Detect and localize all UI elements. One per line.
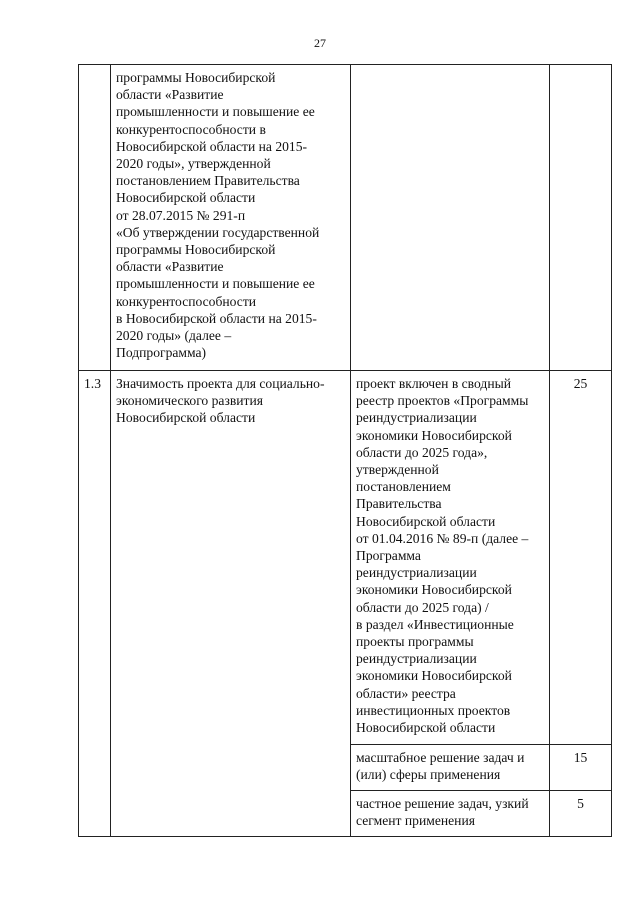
text-line: Новосибирской области — [116, 410, 256, 426]
text-line: промышленности и повышение ее — [116, 276, 315, 292]
criterion-condition-cell — [351, 791, 550, 837]
text-line: Подпрограмма) — [116, 345, 207, 361]
text-line: Правительства — [356, 496, 442, 512]
text-line: частное решение задач, узкий — [356, 796, 529, 811]
text-line: (или) сферы применения — [356, 767, 501, 783]
text-line: программы Новосибирской — [116, 242, 276, 258]
text-line: Новосибирской области — [356, 513, 496, 529]
text-line: конкурентоспособности в — [116, 121, 266, 137]
text-line: экономики Новосибирской — [356, 582, 512, 598]
text-line: реестр проектов «Программы — [356, 393, 529, 409]
text-line: Новосибирской области — [356, 720, 496, 736]
text-line: области» реестра — [356, 685, 456, 701]
score-cell: 5 — [550, 791, 612, 837]
table-row — [79, 65, 612, 371]
text-line: масштабное решение задач и — [356, 750, 525, 765]
text-line: проект включен в сводный — [356, 376, 512, 391]
table-row — [79, 371, 612, 745]
text-line: 2020 годы», утвержденной — [116, 156, 271, 172]
text-line: программы Новосибирской — [116, 70, 276, 85]
row-number-cell: 1.3 — [79, 371, 111, 837]
text-line: Значимость проекта для социально- — [116, 376, 325, 391]
text-line: Новосибирской области на 2015- — [116, 138, 308, 154]
text-line: промышленности и повышение ее — [116, 104, 315, 120]
text-line: постановлением Правительства — [116, 173, 300, 189]
text-line: проекты программы — [356, 634, 474, 650]
criterion-condition-cell — [351, 65, 550, 371]
criterion-name-cell — [111, 65, 351, 371]
text-line: области «Развитие — [116, 259, 224, 275]
text-line: от 01.04.2016 № 89-п (далее – — [356, 530, 529, 546]
criterion-condition-cell — [351, 371, 550, 745]
text-line: 2020 годы» (далее – — [116, 328, 232, 344]
text-line: конкурентоспособности — [116, 293, 257, 309]
score-cell — [550, 65, 612, 371]
text-line: реиндустриализации — [356, 410, 477, 426]
score-cell: 25 — [550, 371, 612, 745]
text-line: в раздел «Инвестиционные — [356, 616, 514, 632]
row-number-cell — [79, 65, 111, 371]
score-cell: 15 — [550, 745, 612, 791]
criteria-table — [78, 64, 612, 837]
text-line: области до 2025 года) / — [356, 599, 489, 615]
text-line: области «Развитие — [116, 87, 224, 103]
text-line: экономического развития — [116, 393, 263, 409]
text-line: Программа — [356, 548, 421, 564]
text-line: реиндустриализации — [356, 651, 477, 667]
text-line: экономики Новосибирской — [356, 668, 512, 684]
text-line: реиндустриализации — [356, 565, 477, 581]
criterion-condition-cell — [351, 745, 550, 791]
text-line: постановлением — [356, 479, 451, 495]
text-line: области до 2025 года», — [356, 444, 488, 460]
text-line: экономики Новосибирской — [356, 427, 512, 443]
text-line: сегмент применения — [356, 813, 475, 829]
text-line: в Новосибирской области на 2015- — [116, 310, 317, 326]
text-line: от 28.07.2015 № 291-п — [116, 207, 246, 223]
criterion-name-cell — [111, 371, 351, 837]
text-line: инвестиционных проектов — [356, 702, 511, 718]
page-number: 27 — [314, 36, 326, 50]
text-line: Новосибирской области — [116, 190, 256, 206]
text-line: «Об утверждении государственной — [116, 224, 320, 240]
text-line: утвержденной — [356, 462, 439, 478]
